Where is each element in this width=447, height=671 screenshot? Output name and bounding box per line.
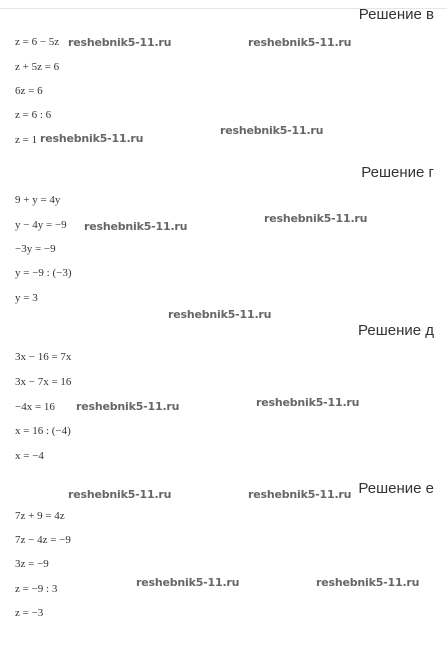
equation-line: x = 16 : (−4) [15,425,71,437]
section-heading-v: Решение в [358,6,434,23]
equation-line: 9 + y = 4y [15,194,61,206]
equation-line: z = −3 [15,607,44,619]
equation-line: y − 4y = −9 [15,219,67,231]
equation-line: z = −9 : 3 [15,583,58,595]
equation-line: y = 3 [15,292,38,304]
equation-line: 3z = −9 [15,558,49,570]
equation-line: 3x − 16 = 7x [15,351,72,363]
equation-line: 3x − 7x = 16 [15,376,72,388]
equation-line: 7z + 9 = 4z [15,510,65,522]
watermark: reshebnik5-11.ru [316,576,420,589]
watermark: reshebnik5-11.ru [68,36,172,49]
equation-line: −3y = −9 [15,243,56,255]
watermark: reshebnik5-11.ru [76,400,180,413]
watermark: reshebnik5-11.ru [248,488,352,501]
watermark: reshebnik5-11.ru [264,212,368,225]
equation-line: x = −4 [15,450,44,462]
equation-line: 6z = 6 [15,85,43,97]
watermark: reshebnik5-11.ru [68,488,172,501]
watermark: reshebnik5-11.ru [256,396,360,409]
equation-line: z + 5z = 6 [15,61,60,73]
equation-line: y = −9 : (−3) [15,267,72,279]
equation-line: z = 6 − 5z [15,36,60,48]
watermark: reshebnik5-11.ru [248,36,352,49]
watermark: reshebnik5-11.ru [136,576,240,589]
section-heading-d: Решение д [358,322,434,339]
section-heading-g: Решение г [361,164,434,181]
equation-line: z = 1 [15,134,38,146]
watermark: reshebnik5-11.ru [40,132,144,145]
equation-line: −4x = 16 [15,401,55,413]
watermark: reshebnik5-11.ru [84,220,188,233]
section-heading-e: Решение е [358,480,434,497]
watermark: reshebnik5-11.ru [168,308,272,321]
watermark: reshebnik5-11.ru [220,124,324,137]
equation-line: z = 6 : 6 [15,109,52,121]
equation-line: 7z − 4z = −9 [15,534,71,546]
